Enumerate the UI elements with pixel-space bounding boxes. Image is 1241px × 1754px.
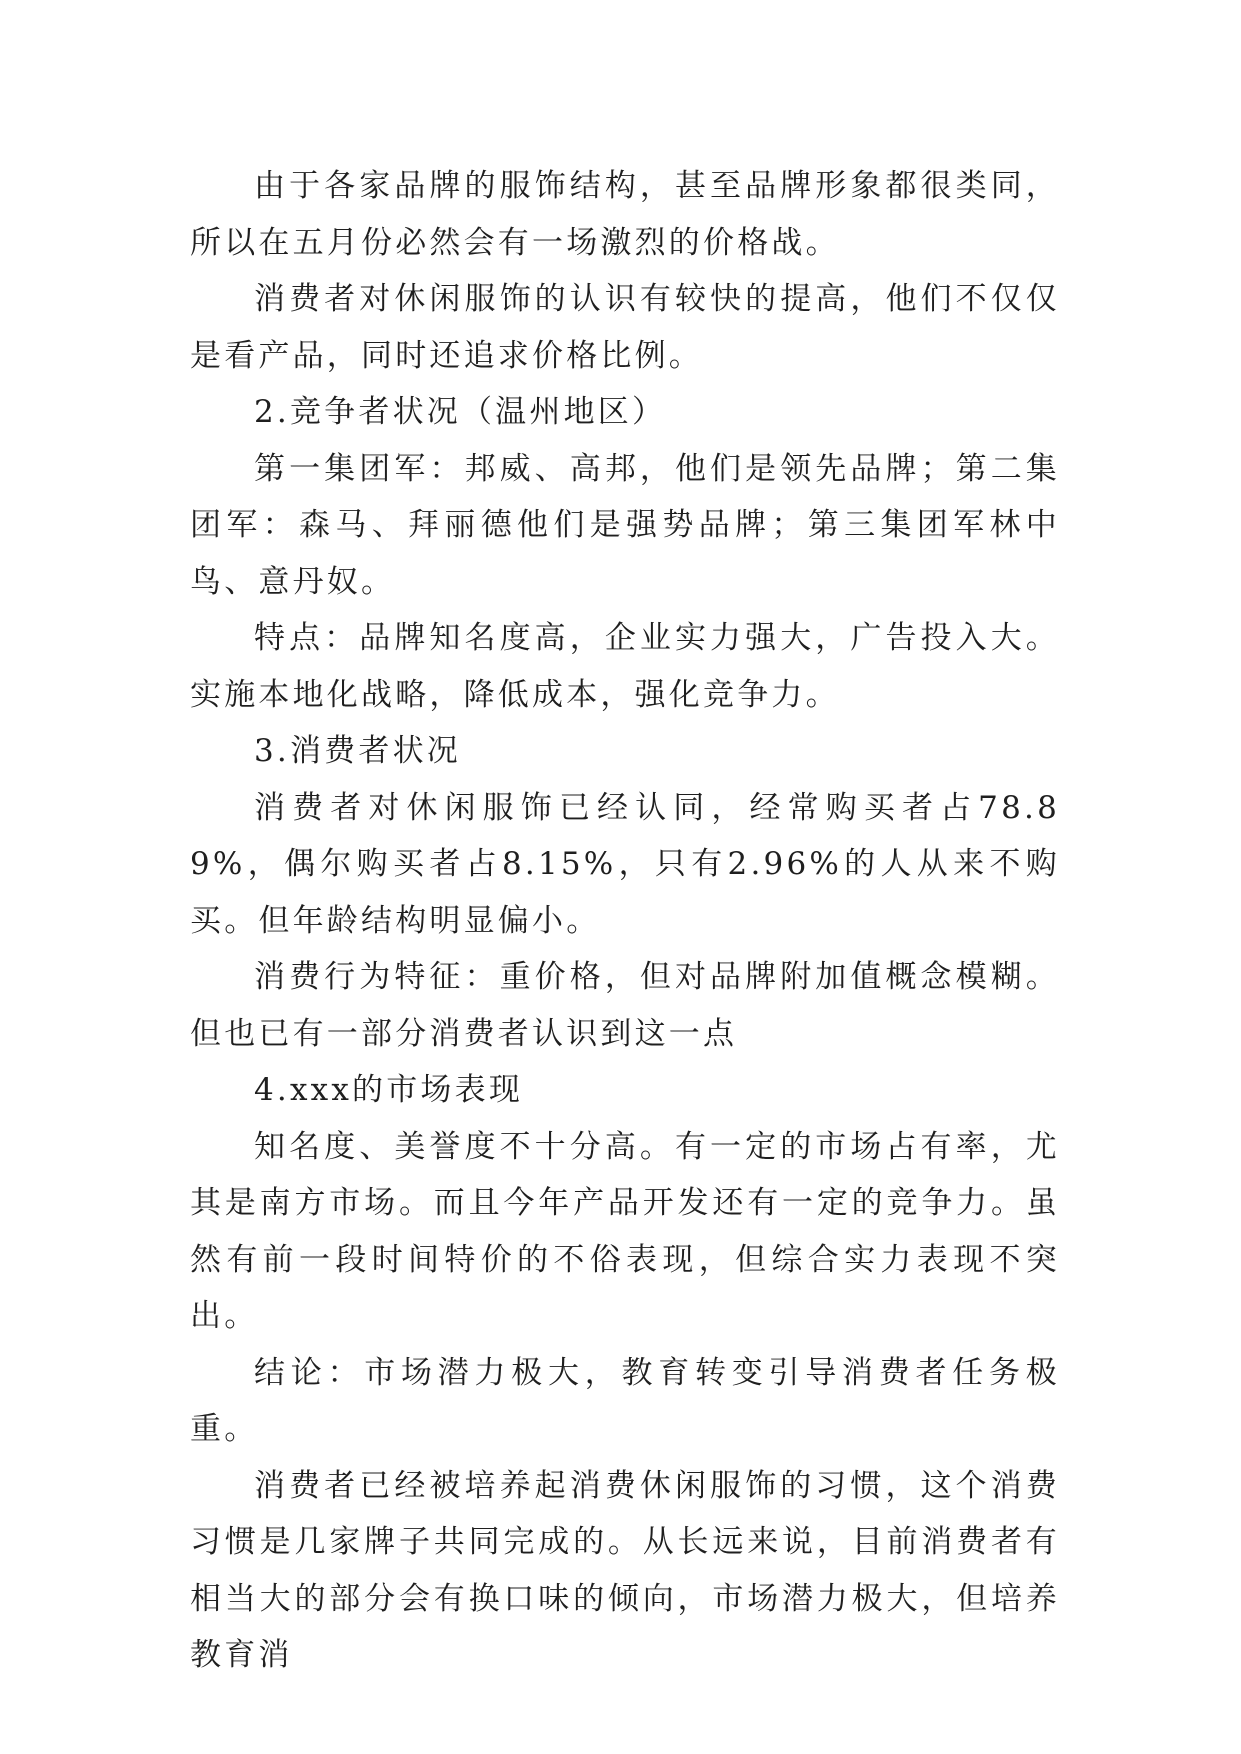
paragraph-consumer-behavior: 消费行为特征：重价格，但对品牌附加值概念模糊。但也已有一部分消费者认识到这一点 xyxy=(190,959,1060,1052)
paragraph-conclusion: 结论：市场潜力极大，教育转变引导消费者任务极重。 xyxy=(190,1354,1060,1447)
paragraph-competitor-groups: 第一集团军：邦威、高邦，他们是领先品牌；第二集团军：森马、拜丽德他们是强势品牌；第三集团军林中鸟、意丹奴。 xyxy=(190,450,1060,600)
paragraph-consumer-stats: 消费者对休闲服饰已经认同，经常购买者占78.89%，偶尔购买者占8.15%，只有2.96%的人从来不购买。但年龄结构明显偏小。 xyxy=(190,789,1060,939)
section-heading-competitors: 2.竞争者状况（温州地区） xyxy=(254,394,667,430)
paragraph-consumer-habits: 消费者已经被培养起消费休闲服饰的习惯，这个消费习惯是几家牌子共同完成的。从长远来说，目前消费者有相当大的部分会有换口味的倾向，市场潜力极大，但培养教育消 xyxy=(190,1467,1060,1673)
paragraph-price-war: 由于各家品牌的服饰结构，甚至品牌形象都很类同，所以在五月份必然会有一场激烈的价格战。 xyxy=(190,168,1060,261)
section-heading-market-performance: 4.xxx的市场表现 xyxy=(254,1072,524,1108)
document-body xyxy=(190,158,1060,1684)
paragraph-competitor-features: 特点：品牌知名度高，企业实力强大，广告投入大。实施本地化战略，降低成本，强化竞争力。 xyxy=(190,620,1060,713)
paragraph-market-performance: 知名度、美誉度不十分高。有一定的市场占有率，尤其是南方市场。而且今年产品开发还有一定的竞争力。虽然有前一段时间特价的不俗表现，但综合实力表现不突出。 xyxy=(190,1128,1060,1334)
section-heading-consumers: 3.消费者状况 xyxy=(254,733,461,769)
paragraph-consumer-awareness: 消费者对休闲服饰的认识有较快的提高，他们不仅仅是看产品，同时还追求价格比例。 xyxy=(190,281,1060,374)
